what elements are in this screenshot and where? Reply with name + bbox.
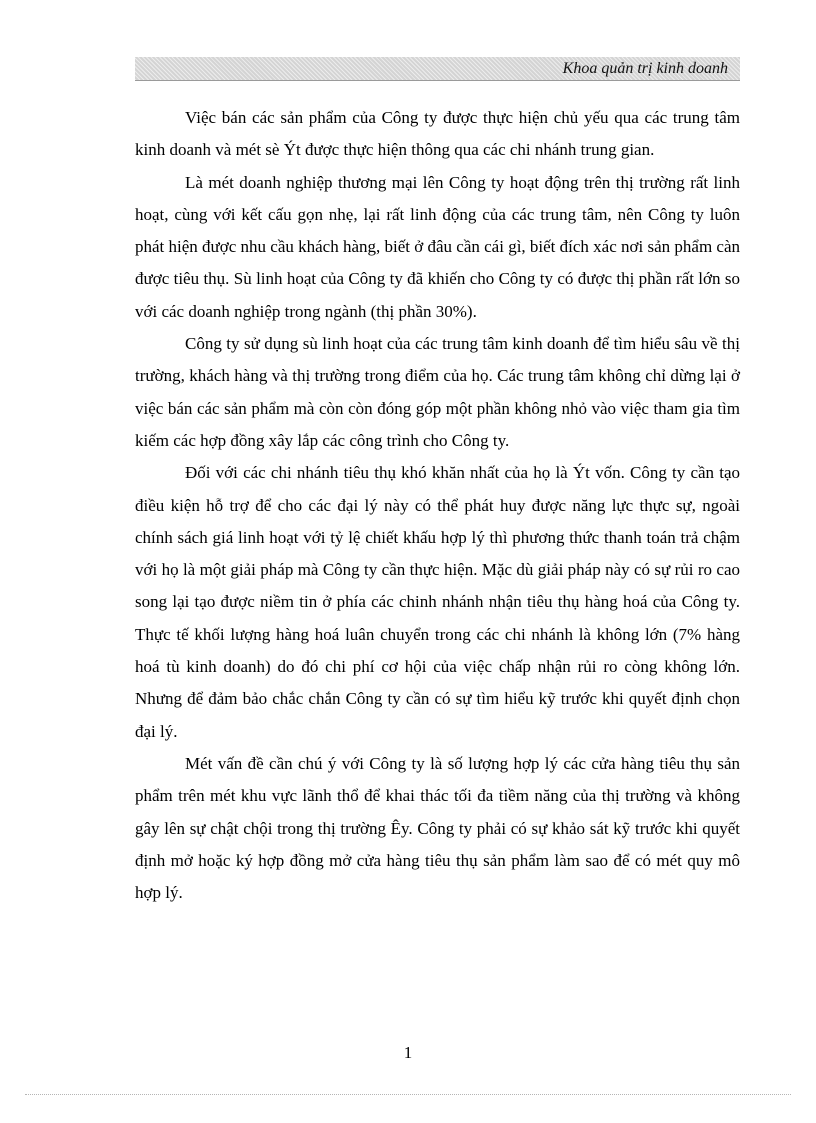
page-number: 1 xyxy=(403,1043,413,1062)
document-body xyxy=(135,102,740,909)
header-title: Khoa quản trị kinh doanh xyxy=(562,60,728,77)
paragraph: Đối với các chi nhánh tiêu thụ khó khăn nhất của họ là Ýt vốn. Công ty cần tạo điều kiện hỗ trợ để cho các đại lý này có thể phát huy được năng lực thực sự, ngoài chính sách giá linh hoạt với tỷ lệ chiết khấu hợp lý thì phương thức thanh toán trả chậm với họ là một giải pháp mà Công ty cần thực hiện. Mặc dù giải pháp này có sự rủi ro cao song lại tạo được niềm tin ở phía các chinh nhánh nhận tiêu thụ hàng hoá của Công ty. Thực tế khối lượng hàng hoá luân chuyển trong các chi nhánh là không lớn (7% hàng hoá tù kinh doanh) do đó chi phí cơ hội của việc chấp nhận rủi ro còng không lớn. Nhưng để đảm bảo chắc chắn Công ty cần có sự tìm hiểu kỹ trước khi quyết định chọn đại lý. xyxy=(135,463,740,741)
page-header xyxy=(135,57,740,81)
paragraph: Là mét doanh nghiệp thương mại lên Công ty hoạt động trên thị trường rất linh hoạt, cùng với kết cấu gọn nhẹ, lại rất linh động của các trung tâm, nên Công ty luôn phát hiện được nhu cầu khách hàng, biết ở đâu cần cái gì, biết đích xác nơi sản phẩm càn được tiêu thụ. Sù linh hoạt của Công ty đã khiến cho Công ty có được thị phần rất lớn so với các doanh nghiệp trong ngành (thị phần 30%). xyxy=(135,172,741,321)
paragraph: Việc bán các sản phẩm của Công ty được thực hiện chủ yếu qua các trung tâm kinh doanh và mét sè Ýt được thực hiện thông qua các chi nhánh trung gian. xyxy=(135,108,740,160)
paragraph: Mét vấn đề cần chú ý với Công ty là số lượng hợp lý các cửa hàng tiêu thụ sản phẩm trên mét khu vực lãnh thổ để khai thác tối đa tiềm năng của thị trường và không gây lên sự chật chội trong thị trường Êy. Công ty phải có sự khảo sát kỹ trước khi quyết định mở hoặc ký hợp đồng mở cửa hàng tiêu thụ sản phẩm làm sao để có mét quy mô hợp lý. xyxy=(135,753,740,903)
page-divider xyxy=(25,1094,791,1095)
paragraph: Công ty sử dụng sù linh hoạt của các trung tâm kinh doanh để tìm hiểu sâu về thị trường, khách hàng và thị trường trong điểm của họ. Các trung tâm không chỉ dừng lại ở việc bán các sản phẩm mà còn còn đóng góp một phần không nhỏ vào việc tham gia tìm kiếm các hợp đồng xây lắp các công trình cho Công ty. xyxy=(135,334,740,450)
